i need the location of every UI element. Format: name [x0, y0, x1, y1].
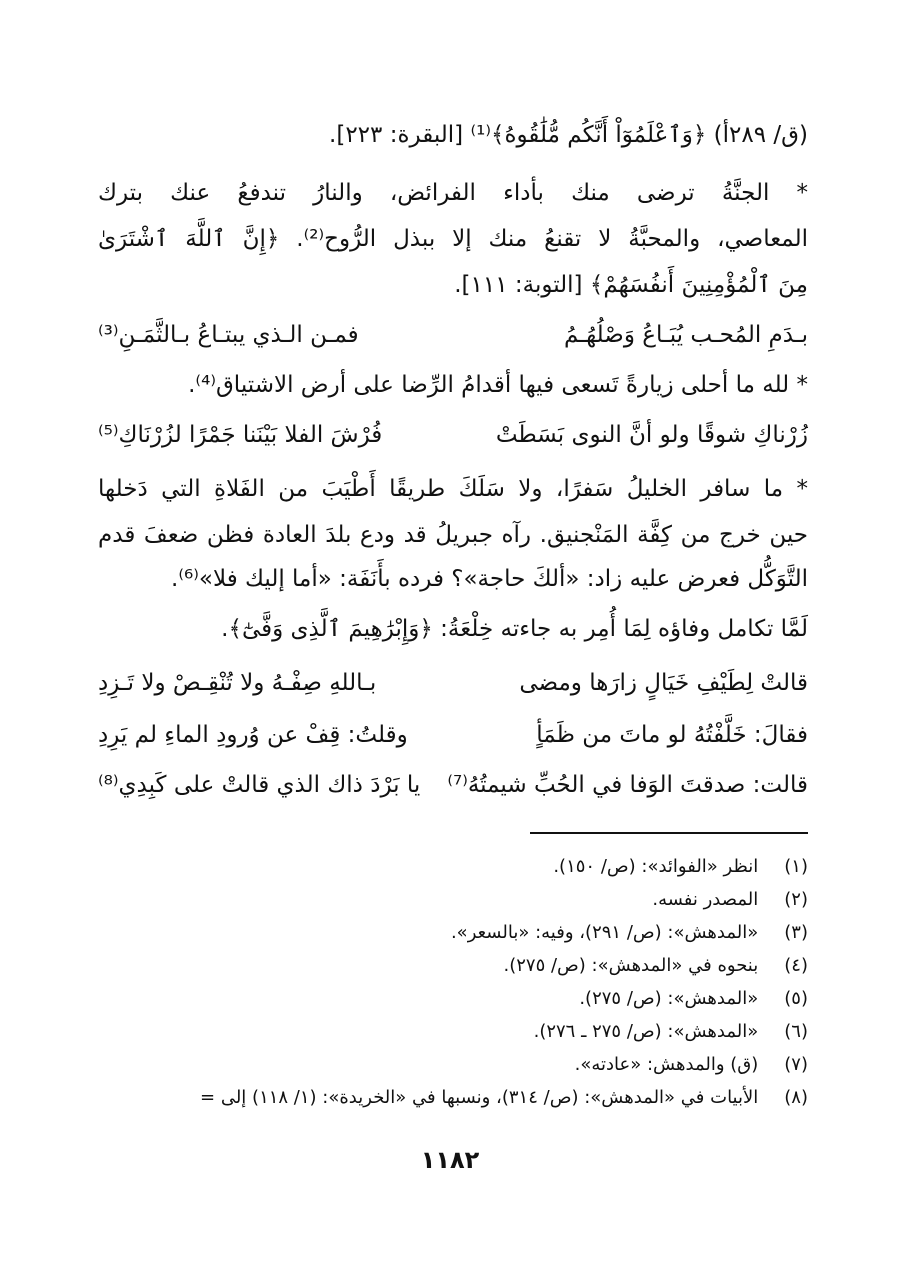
footnote — [98, 1083, 808, 1113]
footnote — [98, 1050, 808, 1080]
poem-hemistich: قالت: صدقتَ الوَفا في الحُبِّ شيمتُهُ⁽⁷⁾ — [447, 772, 808, 798]
footnote-number: (٧) — [784, 1054, 808, 1075]
footnote-number: (٤) — [784, 955, 808, 976]
footnote-text: بنحوه في «المدهش»: (ص/ ٢٧٥). — [503, 955, 759, 976]
poem-hemistich: زُرْناكِ شوقًا ولو أنَّ النوى بَسَطَتْ — [495, 422, 808, 448]
poem-verse — [98, 412, 808, 458]
paragraph-line: * لله ما أحلى زيارةً تَسعى فيها أقدامُ الرِّضا على أرض الاشتياق⁽⁴⁾. — [188, 372, 808, 398]
footnote-number: (٣) — [784, 922, 808, 943]
paragraph-line: التَّوَكُّل فعرض عليه زاد: «ألكَ حاجة»؟ فرده بأَنَفَة: «أما إليك فلا»⁽⁶⁾. — [171, 566, 808, 592]
verse-quran-line: (ق/ ٢٨٩أ) ﴿وَٱعْلَمُوٓاْ أَنَّكُم مُّلَٰقُوهُ﴾⁽¹⁾ [البقرة: ٢٢٣]. — [329, 122, 808, 148]
poem-hemistich: يا بَرْدَ ذاك الذي قالتْ على كَبِدِي⁽⁸⁾ — [98, 772, 421, 798]
poem-hemistich: قالتْ لِطَيْفِ خَيَالٍ زارَها ومضى — [519, 670, 808, 696]
poem-verse — [98, 660, 808, 706]
poem-hemistich: فُرْشَ الفلا بَيْنَنا جَمْرًا لزُرْنَاكِ⁽⁵⁾ — [98, 422, 383, 448]
paragraph-line: لَمَّا تكامل وفاؤه لِمَا أُمِر به جاءته خِلْعَةُ: ﴿وَإِبْرَٰهِيمَ ٱلَّذِى وَفَّىٰٓ﴾. — [221, 616, 808, 642]
footnote-text: انظر «الفوائد»: (ص/ ١٥٠). — [553, 856, 759, 877]
poem-hemistich: بـدَمِ المُحـب يُبَـاعُ وَصْلُهُـمُ — [564, 322, 808, 348]
paragraph-line: مِنَ ٱلْمُؤْمِنِينَ أَنفُسَهُمْ﴾ [التوبة: ١١١]. — [454, 272, 808, 298]
footnote — [98, 984, 808, 1014]
footnote — [98, 951, 808, 981]
footnote-number: (١) — [784, 856, 808, 877]
footnote-text: «المدهش»: (ص/ ٢٧٥ ـ ٢٧٦). — [533, 1021, 759, 1042]
footnote-text: الأبيات في «المدهش»: (ص/ ٣١٤)، ونسبها في «الخريدة»: (١/ ١١٨) إلى = — [200, 1087, 759, 1108]
poem-hemistich: فقالَ: خَلَّفْتُهُ لو ماتَ من ظَمَأٍ — [536, 722, 808, 748]
poem-hemistich: وقلتُ: قِفْ عن وُرودِ الماءِ لم يَرِدِ — [98, 722, 408, 748]
poem-verse — [98, 762, 808, 808]
paragraph-line: حين خرج من كِفَّة المَنْجنيق. رآه جبريلُ قد ودع بلدَ العادة فظن ضعفَ قدم — [98, 522, 808, 548]
footnote — [98, 1017, 808, 1047]
paragraph-line: * ما سافر الخليلُ سَفرًا، ولا سَلَكَ طريقًا أَطْيَبَ من الفَلاةِ التي دَخلها — [98, 476, 808, 502]
paragraph-line: * الجنَّةُ ترضى منك بأداء الفرائض، والنارُ تندفعُ عنك بترك — [98, 180, 808, 206]
footnote-number: (٢) — [784, 889, 808, 910]
footnote — [98, 918, 808, 948]
footnote-text: المصدر نفسه. — [652, 889, 759, 910]
footnote-separator — [530, 832, 808, 834]
poem-hemistich: فمـن الـذي يبتـاعُ بـالثَّمَـنِ⁽³⁾ — [98, 322, 359, 348]
poem-verse — [98, 712, 808, 758]
footnote-number: (٨) — [784, 1087, 808, 1108]
poem-verse — [98, 312, 808, 358]
footnote-number: (٥) — [784, 988, 808, 1009]
footnote — [98, 852, 808, 882]
paragraph-line: المعاصي، والمحبَّةُ لا تقنعُ منك إلا ببذل الرُّوح⁽²⁾. ﴿إِنَّ ٱللَّهَ ٱشْتَرَىٰ — [98, 226, 808, 252]
poem-hemistich: بـاللهِ صِفْـهُ ولا تُنْقِـصْ ولا تَـزِدِ — [98, 670, 377, 696]
page-number: ١١٨٢ — [420, 1146, 480, 1174]
footnote-number: (٦) — [784, 1021, 808, 1042]
footnote-text: (ق) والمدهش: «عادته». — [574, 1054, 759, 1075]
footnote-text: «المدهش»: (ص/ ٢٧٥). — [579, 988, 759, 1009]
footnote — [98, 885, 808, 915]
footnote-text: «المدهش»: (ص/ ٢٩١)، وفيه: «بالسعر». — [450, 922, 759, 943]
